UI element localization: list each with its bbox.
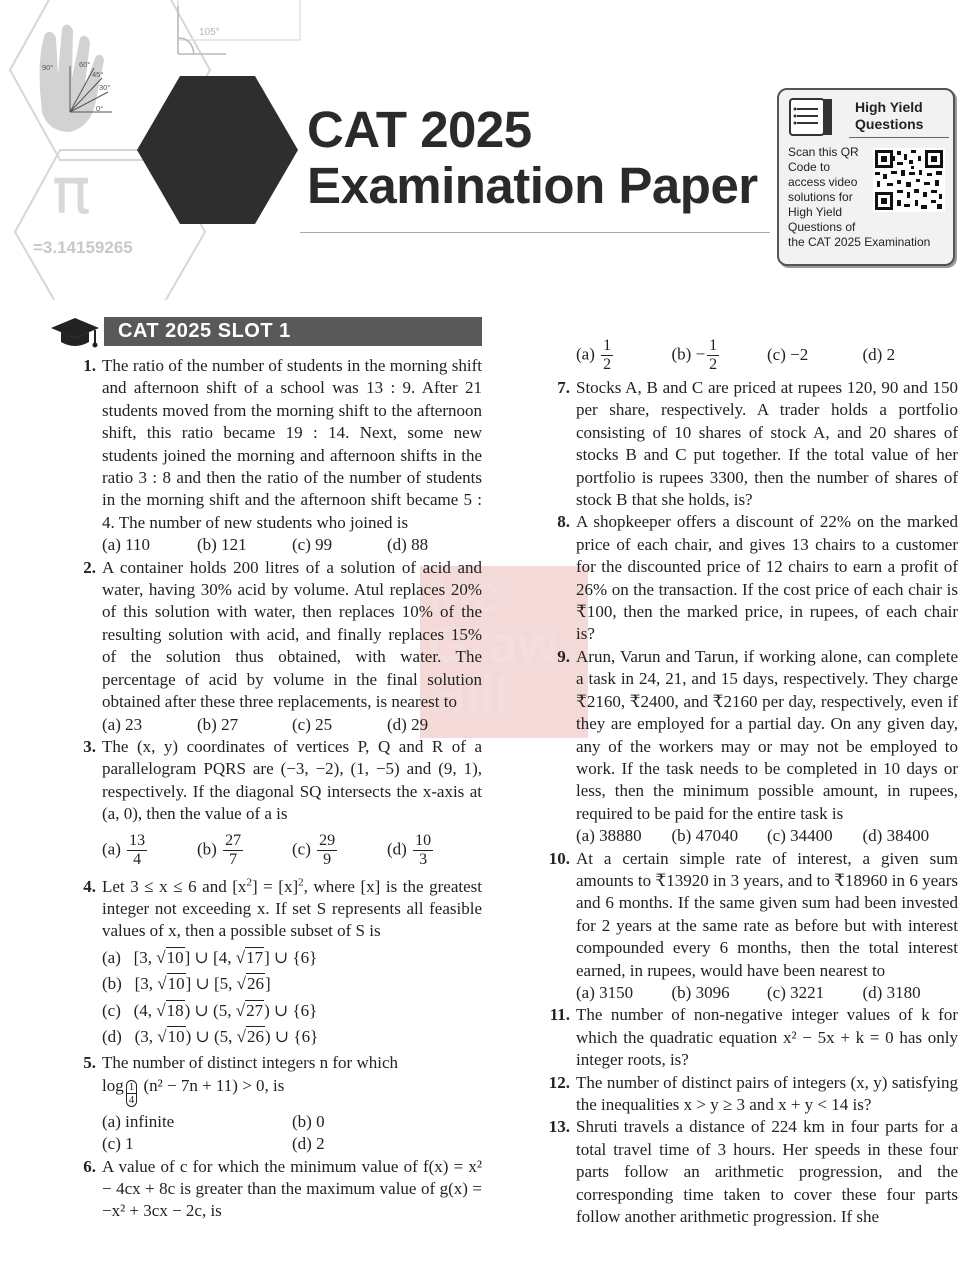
question-number: 8. — [557, 512, 570, 532]
question-13 — [540, 1116, 958, 1228]
numerator: 1 — [128, 1080, 135, 1093]
option-c[interactable]: (c) 3221 — [767, 982, 825, 1002]
question-number: 13. — [548, 1117, 570, 1137]
question-number: 5. — [83, 1053, 96, 1073]
option-b[interactable]: (b) 0 — [292, 1111, 325, 1131]
option-label: (c) — [292, 839, 311, 859]
option-d[interactable]: (d) 38400 — [862, 826, 930, 846]
qr-text-line: Scan this QR — [788, 145, 859, 159]
denominator: 9 — [323, 851, 332, 869]
numerator: 1 — [603, 336, 612, 354]
answer-options — [66, 714, 482, 736]
watermark-line: Mc — [428, 566, 501, 624]
text-part: ] = [x] — [251, 876, 299, 896]
qr-text-line: Questions of — [788, 220, 856, 234]
question-6 — [66, 1156, 482, 1223]
option-a[interactable]: (a) 38880 — [576, 826, 642, 846]
option-b[interactable]: (b) 27 — [197, 714, 239, 734]
numerator: 1 — [709, 336, 718, 354]
option-c[interactable]: (c) −2 — [767, 344, 809, 364]
question-text: A shopkeeper offers a discount of 22% on the marked price of each chair, and gives 13 chairs to a customer for the discounted price of 12 chairs to earn a profit of 26% on the transaction. If the cost price of each chair is ₹100, then the marked price, in rupees, of each chair is? — [576, 512, 958, 644]
question-text: The ratio of the number of students in the morning shift and afternoon shift of a school was 13 : 9. After 21 students moved from the morning shift to the afternoon shift, this ratio became 19 : 14. Next, some new students joined the morning and afternoon shifts in the ratio 3 : 8 and then the ratio of the number of students in the morning shift and the afternoon shift became 5 : 4. The number of new students who joined is — [102, 356, 482, 532]
denominator: 7 — [229, 851, 238, 869]
option-b[interactable]: (b) 121 — [197, 535, 247, 555]
option-d[interactable]: (d) 2 — [862, 344, 896, 364]
angle-label: 60° — [79, 60, 91, 69]
question-11 — [540, 1004, 958, 1071]
log-expression — [102, 1075, 482, 1111]
option-c[interactable] — [292, 832, 387, 869]
radicand: 10 — [166, 947, 184, 967]
text-part: (3, — [134, 1026, 158, 1046]
question-8 — [540, 511, 958, 645]
question-number: 4. — [83, 876, 96, 896]
superscript: 2 — [246, 875, 252, 888]
left-column — [66, 355, 482, 1223]
fraction — [127, 832, 147, 869]
qr-callout-box — [777, 88, 955, 266]
page-title — [307, 102, 758, 214]
denominator: 3 — [419, 851, 428, 869]
radicand: 18 — [166, 1000, 184, 1020]
text-part: Let 3 ≤ x ≤ 6 and [x — [102, 876, 247, 896]
text-part: ) ∪ {6} — [264, 1000, 318, 1020]
denominator: 4 — [128, 1093, 135, 1106]
text-part: [3, — [133, 947, 157, 967]
angle-label: 0° — [96, 104, 104, 113]
fraction — [413, 832, 433, 869]
answer-options — [66, 826, 482, 876]
graduation-cap-icon — [49, 314, 101, 354]
option-c[interactable]: (c) (4, √18) ∪ (5, √27) ∪ {6} — [102, 1000, 318, 1020]
question-text — [102, 876, 482, 943]
option-a[interactable] — [576, 337, 672, 374]
answer-options — [66, 1111, 482, 1156]
denominator: 2 — [709, 355, 718, 373]
question-4 — [66, 876, 482, 943]
option-d[interactable]: (d) 2 — [292, 1134, 325, 1154]
option-c[interactable]: (c) 34400 — [767, 826, 833, 846]
angle-label: 90° — [42, 63, 54, 72]
option-label: (d) — [102, 1026, 122, 1046]
question-3 — [66, 736, 482, 826]
qr-code[interactable] — [873, 148, 945, 212]
question-number: 1. — [83, 356, 96, 375]
question-text: The number of non-negative integer values of k for which the quadratic equation x² − 5x + k = 0 has only integer roots, is? — [576, 1005, 958, 1070]
option-b[interactable]: (b) 3096 — [671, 982, 730, 1002]
radicand: 10 — [167, 974, 185, 994]
option-d[interactable]: (d) (3, √10) ∪ (5, √26) ∪ {6} — [102, 1026, 319, 1046]
question-number: 6. — [83, 1156, 96, 1176]
qr-text-line: access video — [788, 175, 858, 189]
text-part: ] ∪ [4, — [184, 947, 236, 967]
text-part: ] ∪ [5, — [185, 974, 237, 994]
qr-heading-line: Questions — [855, 116, 924, 132]
option-label: (d) — [387, 839, 407, 859]
option-a[interactable]: (a) infinite — [102, 1111, 175, 1131]
option-a[interactable] — [102, 832, 197, 869]
pi-value: =3.14159265 — [33, 238, 133, 257]
question-number: 3. — [83, 736, 96, 756]
question-text: The number of distinct integers n for which — [102, 1053, 399, 1073]
text-part: ] ∪ {6} — [264, 947, 318, 967]
question-number: 10. — [548, 848, 570, 868]
text-part: (4, — [133, 1000, 157, 1020]
numerator: 29 — [319, 832, 336, 850]
question-text: Shruti travels a distance of 224 km in four parts for a total travel time of 3 hours. Her speeds in these four parts follow an arithmetic progression, and the corresponding time taken to cover these four parts follow another arithmetic progression. If she — [576, 1117, 958, 1227]
option-a[interactable]: (a) 110 — [102, 535, 150, 555]
fraction — [601, 337, 613, 374]
option-c[interactable]: (c) 25 — [292, 714, 333, 734]
qr-heading-line: High Yield — [855, 99, 923, 115]
angle-label: 30° — [99, 83, 111, 92]
question-text: Stocks A, B and C are priced at rupees 120, 90 and 150 per share, respectively. A trader holds a portfolio consisting of 10 shares of stock A, and 20 shares of stocks B and C put together. If the total value of her portfolio is rupees 3300, then the number of shares of stock B that she holds, is? — [576, 378, 958, 510]
question-number: 11. — [549, 1005, 570, 1025]
radicand: 27 — [246, 1000, 264, 1020]
radicand: 10 — [167, 1026, 185, 1046]
watermark-line: Graw — [428, 616, 559, 674]
header-divider — [300, 232, 770, 233]
qr-text-line: solutions for — [788, 190, 853, 204]
angle-105-label: 105° — [199, 27, 220, 38]
log-text: log — [102, 1075, 124, 1095]
qr-text-line: High Yield — [788, 205, 843, 219]
numerator: 10 — [415, 832, 432, 850]
option-label: (b) — [671, 343, 692, 363]
fraction — [317, 832, 337, 869]
fraction — [707, 337, 719, 374]
radicand: 26 — [247, 1026, 265, 1046]
answer-options — [540, 982, 958, 1004]
text-part: , where [x] is the greatest integer not exceeding x. If set S represents all feasible values of x, then a possible subset of S is — [102, 876, 482, 941]
angle-label: 45° — [92, 70, 104, 79]
question-text: The number of distinct pairs of integers (x, y) satisfying the inequalities x > y ≥ 3 and x + y < 14 is? — [576, 1072, 958, 1114]
question-text: A container holds 200 litres of a solution of acid and water, having 30% acid by volume. Atul replaces 20% of this solution with water, then replaces 10% of the resulting solution with acid, and finally replaces 15% of the solution thus obtained, with water. The percentage of acid by volume in the final solution obtained after these three replacements, is nearest to — [102, 557, 482, 712]
option-b[interactable] — [672, 337, 768, 374]
option-b[interactable]: (b) [3, √10] ∪ [5, √26] — [102, 974, 271, 994]
option-label: (a) — [102, 947, 121, 967]
option-label: (b) — [102, 974, 122, 994]
option-label: (b) — [197, 839, 217, 859]
text-part: ) ∪ (5, — [185, 1026, 237, 1046]
question-10 — [540, 848, 958, 982]
qr-heading — [855, 99, 923, 133]
option-d[interactable]: (d) 3180 — [862, 982, 921, 1002]
numerator: 13 — [129, 832, 146, 850]
option-a[interactable]: (a) [3, √10] ∪ [4, √17] ∪ {6} — [102, 947, 318, 967]
superscript: 2 — [298, 875, 304, 888]
text-part: [3, — [134, 974, 158, 994]
question-number: 7. — [557, 378, 570, 397]
question-7 — [540, 377, 958, 511]
option-b[interactable]: (b) 47040 — [671, 826, 739, 846]
question-number: 2. — [83, 557, 96, 577]
text-part: ) ∪ (5, — [184, 1000, 236, 1020]
question-number: 9. — [557, 646, 570, 666]
qr-heading-rule — [849, 137, 949, 138]
option-d[interactable]: (d) 29 — [387, 714, 429, 734]
qr-text-line: the CAT 2025 Examination — [788, 235, 931, 249]
radicand: 17 — [246, 947, 264, 967]
option-c[interactable]: (c) 99 — [292, 535, 333, 555]
answer-options — [66, 534, 482, 556]
denominator: 2 — [603, 355, 612, 373]
option-label: (c) — [102, 1000, 121, 1020]
answer-options — [540, 825, 958, 847]
right-column — [540, 333, 958, 1228]
question-12 — [540, 1072, 958, 1117]
question-text: A value of c for which the minimum value of f(x) = x² − 4cx + 8c is greater than the maximum value of g(x) = −x² + 3cx − 2c, is — [102, 1156, 482, 1221]
pi-symbol: π — [52, 155, 91, 229]
question-text: At a certain simple rate of interest, a given sum amounts to ₹13920 in 3 years, and to ₹18960 in 6 years and 6 months. If the same given sum had been invested for 2 years at the same rate as before but with interest compounded every 6 months, then the total interest earned, in rupees, would have been nearest to — [576, 848, 958, 980]
option-label: (a) — [576, 343, 595, 363]
qr-text-line: Code to — [788, 160, 831, 174]
question-text: The (x, y) coordinates of vertices P, Q and R of a parallelogram PQRS are (−3, −2), (1, −5) and (9, 1), respectively. If the diagonal SQ intersects the x-axis at (a, 0), then the value of a is — [102, 736, 482, 824]
option-a[interactable]: (a) 23 — [102, 714, 143, 734]
option-label: (a) — [102, 839, 121, 859]
option-d[interactable] — [387, 832, 482, 869]
fraction — [223, 832, 243, 869]
expression: (n² − 7n + 11) > 0, is — [143, 1075, 285, 1095]
answer-options — [540, 333, 958, 377]
denominator: 4 — [133, 851, 142, 869]
question-1 — [66, 355, 482, 534]
question-5 — [66, 1052, 482, 1110]
slot-heading: CAT 2025 SLOT 1 — [118, 320, 291, 342]
minus-sign: − — [695, 343, 706, 363]
option-b[interactable] — [197, 832, 292, 869]
log-base — [126, 1080, 138, 1107]
radicand: 26 — [247, 974, 265, 994]
text-part: ) ∪ {6} — [265, 1026, 319, 1046]
watermark-line: Hill — [428, 666, 509, 724]
title-line-2: Examination Paper — [307, 157, 758, 214]
question-number: 12. — [548, 1072, 570, 1092]
question-9 — [540, 646, 958, 825]
title-line-1: CAT 2025 — [307, 101, 532, 158]
text-part: ] — [265, 974, 271, 994]
numerator: 27 — [225, 832, 242, 850]
question-text: Arun, Varun and Tarun, if working alone, can complete a task in 24, 21, and 15 days, respectively. They charge ₹2160, ₹2400, and ₹2160 per day, respectively, even if they are employed for a partial day. On any given day, any of the workers may or may not be employed to work. If the task needs to be completed in 10 days or less, then the minimum possible amount, in rupees, required to be paid for the entire task is — [576, 646, 958, 823]
book-list-icon — [787, 96, 847, 140]
option-c[interactable]: (c) 1 — [102, 1134, 134, 1154]
question-2 — [66, 557, 482, 714]
option-d[interactable]: (d) 88 — [387, 535, 429, 555]
option-a[interactable]: (a) 3150 — [576, 982, 634, 1002]
dark-hexagon — [137, 76, 298, 224]
